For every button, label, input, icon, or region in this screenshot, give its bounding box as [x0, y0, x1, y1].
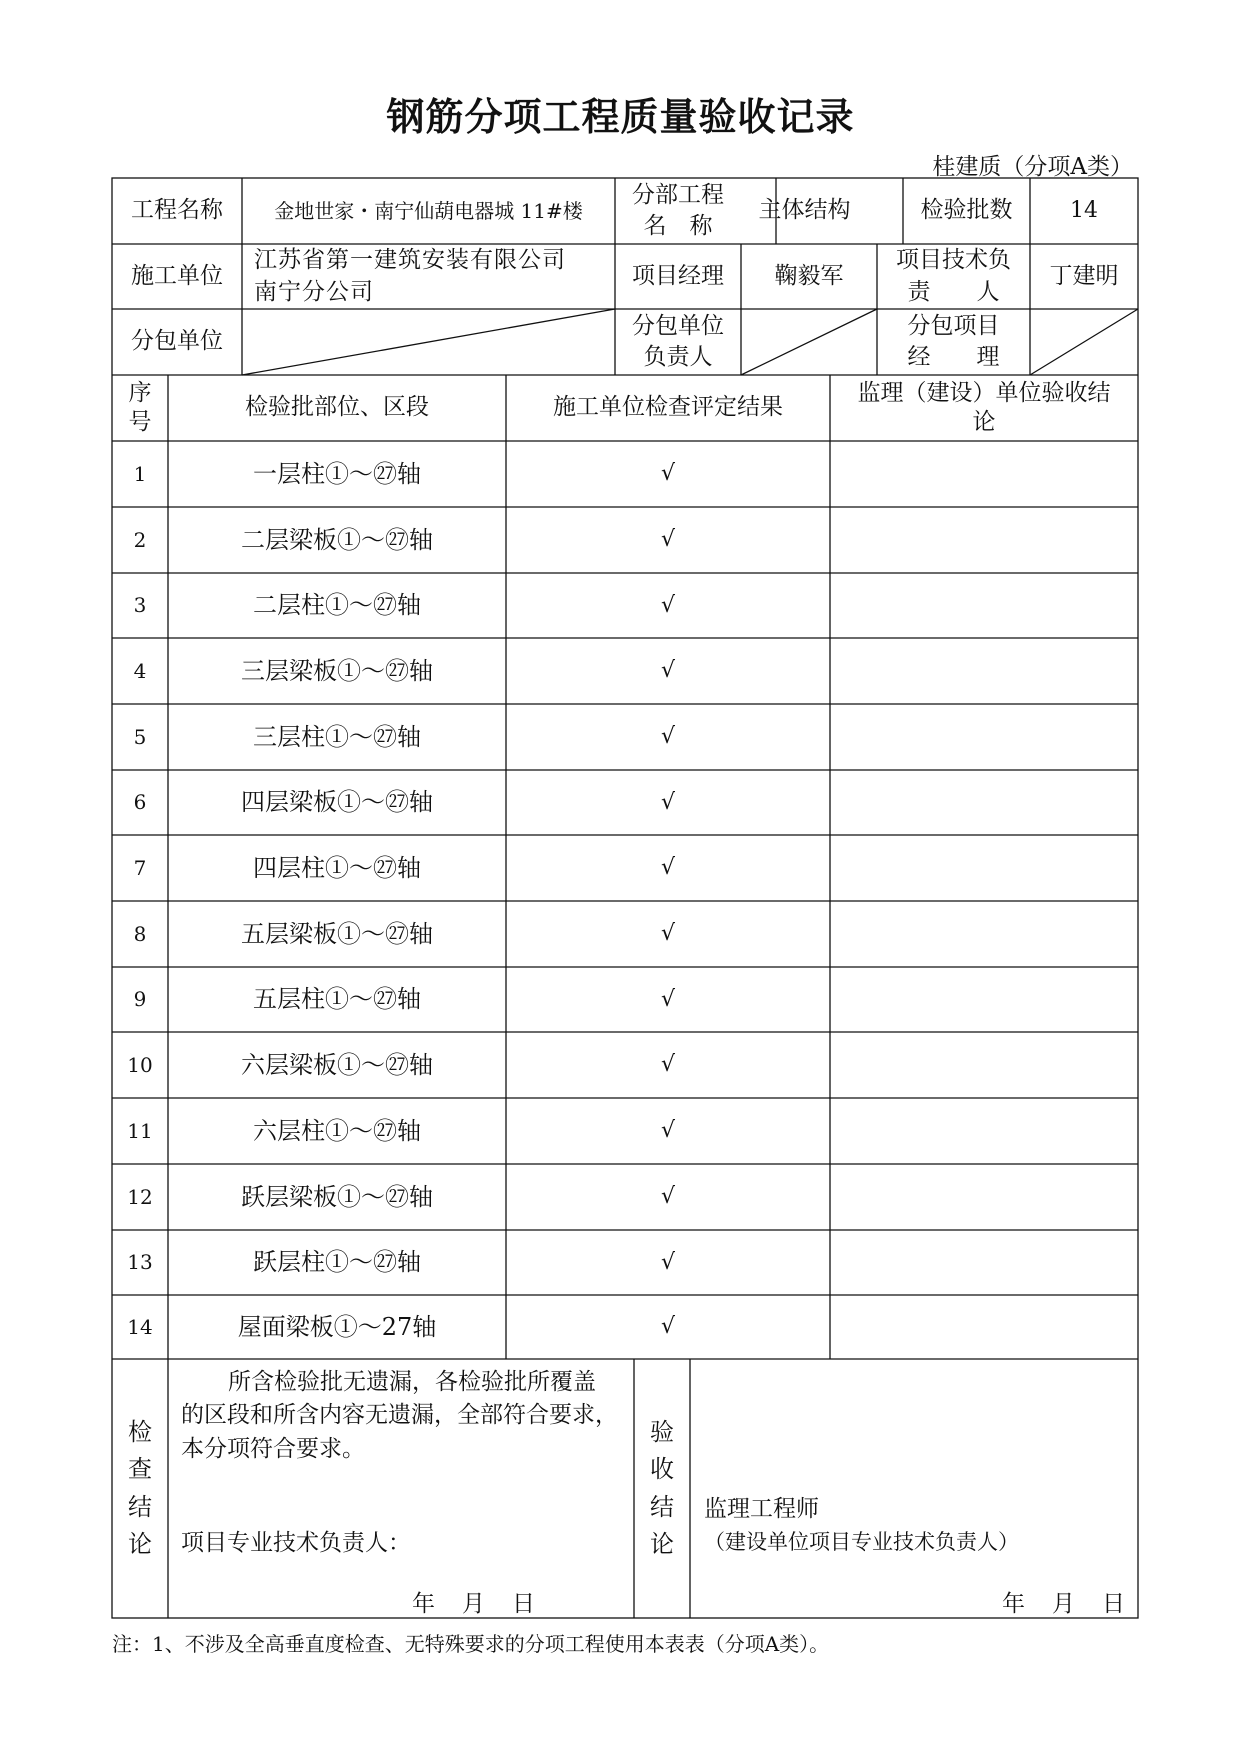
- row-result: √: [660, 592, 676, 618]
- sub-lead-label-line1: 分包单位: [632, 312, 724, 339]
- row-location: 四层柱①～㉗轴: [253, 853, 421, 882]
- column-header-no: [112, 375, 168, 441]
- sub-pm-label: [877, 309, 1030, 375]
- column-header-no-line1: 序: [128, 380, 152, 407]
- row-no: 14: [127, 1314, 153, 1339]
- row-location: 二层柱①～㉗轴: [253, 591, 421, 620]
- tech-lead-value: 丁建明: [1049, 262, 1119, 289]
- contractor-line1: 江苏省第一建筑安装有限公司: [254, 247, 566, 274]
- row-location: 六层梁板①～㉗轴: [241, 1050, 433, 1079]
- check-label-char: 检: [128, 1418, 152, 1447]
- check-label-char: 结: [128, 1492, 152, 1521]
- accept-date: 年 月 日: [1002, 1591, 1127, 1617]
- row-result: √: [660, 1184, 676, 1210]
- row-location: 六层柱①～㉗轴: [253, 1116, 421, 1145]
- row-location: 跃层柱①～㉗轴: [253, 1248, 421, 1277]
- pm-label: 项目经理: [632, 262, 724, 289]
- sub-project-label-line2: 名 称: [643, 213, 713, 239]
- batch-count-label: 检验批数: [920, 197, 1013, 224]
- contractor-line2: 南宁分公司: [254, 278, 374, 305]
- document-title: 钢筋分项工程质量验收记录: [386, 94, 855, 139]
- row-result: √: [660, 1314, 676, 1340]
- row-no: 2: [133, 527, 147, 552]
- row-no: 5: [133, 724, 147, 749]
- row-no: 6: [133, 790, 147, 814]
- column-header-supervisor-line2: 论: [972, 409, 996, 435]
- check-conclusion-label: [112, 1359, 168, 1618]
- row-location: 四层梁板①～㉗轴: [241, 788, 433, 817]
- contractor-label: 施工单位: [131, 262, 223, 289]
- check-date: 年 月 日: [412, 1591, 537, 1617]
- row-location: 三层柱①～㉗轴: [253, 722, 421, 751]
- sub-project-value: 主体结构: [758, 197, 851, 224]
- batch-count-value: 14: [1070, 198, 1098, 224]
- check-text-line1: 所含检验批无遗漏，各检验批所覆盖: [228, 1369, 596, 1395]
- row-location: 二层梁板①～㉗轴: [241, 525, 433, 554]
- row-location: 五层柱①～㉗轴: [253, 985, 421, 1014]
- row-no: 4: [133, 658, 147, 683]
- check-label-char: 论: [128, 1529, 152, 1558]
- row-result: √: [660, 724, 676, 750]
- column-header-supervisor-line1: 监理（建设）单位验收结: [857, 380, 1111, 407]
- acceptance-conclusion-label: [634, 1359, 690, 1618]
- sub-project-label-line1: 分部工程: [632, 181, 724, 208]
- column-header-no-line2: 号: [128, 409, 152, 435]
- check-text-line2: 的区段和所含内容无遗漏，全部符合要求，: [181, 1402, 618, 1429]
- row-result: √: [660, 921, 676, 947]
- row-no: 8: [133, 921, 147, 946]
- column-header-contractor-result: 施工单位检查评定结果: [553, 394, 783, 421]
- row-location: 屋面梁板①～27轴: [237, 1312, 437, 1341]
- row-result: √: [660, 461, 676, 487]
- form-code: 桂建质（分项A类）: [932, 154, 1133, 180]
- accept-label-char: 收: [650, 1455, 674, 1484]
- row-result: √: [660, 986, 676, 1012]
- subcontractor-label: 分包单位: [131, 328, 223, 355]
- check-conclusion-text: [181, 1366, 629, 1466]
- sub-pm-label-line2: 经 理: [907, 344, 1000, 370]
- tech-lead-label-line2: 责 人: [907, 278, 1000, 305]
- column-header-supervisor: [830, 375, 1138, 441]
- row-no: 10: [127, 1052, 153, 1077]
- row-no: 3: [133, 593, 147, 617]
- row-location: 五层梁板①～㉗轴: [241, 919, 433, 948]
- tech-lead-label-line1: 项目技术负: [896, 247, 1011, 274]
- row-no: 1: [133, 461, 147, 486]
- row-result: √: [660, 658, 676, 684]
- column-header-location: 检验批部位、区段: [245, 394, 429, 421]
- row-no: 7: [133, 855, 147, 880]
- row-result: √: [660, 1052, 676, 1078]
- accept-label-char: 结: [650, 1492, 674, 1521]
- contractor-value: [254, 244, 615, 309]
- footnote: 注：1、不涉及全高垂直度检查、无特殊要求的分项工程使用本表表（分项A类）。: [112, 1632, 830, 1656]
- check-text-line3: 本分项符合要求。: [181, 1435, 365, 1462]
- row-result: √: [660, 1118, 676, 1144]
- sub-lead-label: [615, 309, 741, 375]
- project-name-value: 金地世家・南宁仙葫电器城 11#楼: [274, 198, 583, 223]
- row-location: 三层梁板①～㉗轴: [241, 656, 433, 685]
- tech-lead-label: [877, 244, 1030, 309]
- row-location: 一层柱①～㉗轴: [253, 459, 421, 488]
- accept-signer: 监理工程师: [704, 1496, 819, 1522]
- project-name-label: 工程名称: [131, 197, 223, 224]
- sub-lead-label-line2: 负责人: [643, 344, 713, 370]
- row-result: √: [660, 1249, 676, 1275]
- sub-pm-label-line1: 分包项目: [907, 312, 1000, 339]
- row-no: 9: [133, 987, 147, 1011]
- pm-value: 鞠毅军: [774, 262, 844, 289]
- row-no: 13: [127, 1250, 153, 1274]
- row-no: 12: [127, 1184, 153, 1209]
- row-result: √: [660, 527, 676, 553]
- accept-label-char: 验: [650, 1418, 674, 1447]
- check-signer: 项目专业技术负责人：: [181, 1530, 411, 1556]
- check-label-char: 查: [128, 1455, 152, 1484]
- row-result: √: [660, 855, 676, 881]
- row-location: 跃层梁板①～㉗轴: [241, 1182, 433, 1211]
- accept-label-char: 论: [650, 1529, 674, 1558]
- sub-project-label: [615, 178, 741, 244]
- accept-signer-sub: （建设单位项目专业技术负责人）: [704, 1530, 1019, 1554]
- row-result: √: [660, 789, 676, 815]
- row-no: 11: [127, 1118, 153, 1143]
